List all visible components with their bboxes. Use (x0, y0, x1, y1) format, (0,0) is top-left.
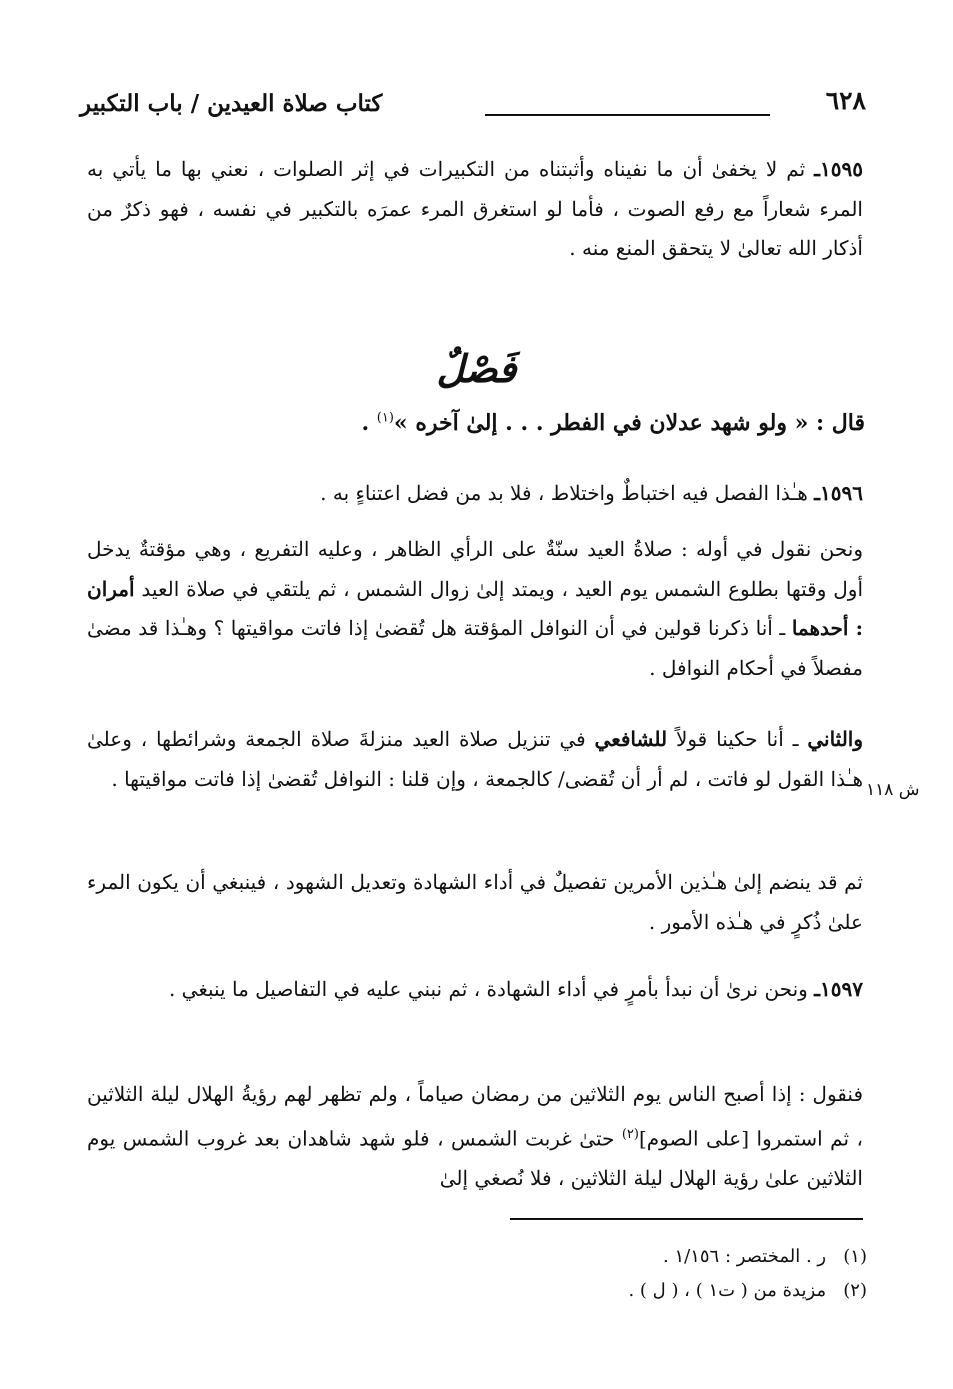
paragraph-1596 (87, 474, 863, 514)
paragraph-text-part2: في تنزيل صلاة العيد منزلةَ صلاة الجمعة وشرائطها ، وعلىٰ هـٰذا القول لو فاتت ، لم أر أن تُقضى/ كالجمعة ، وإن قلنا : النوافل تُقضىٰ إذا فاتت مواقيتها . (87, 727, 863, 791)
paragraph-number: ١٥٩٧ـ (814, 977, 863, 1001)
paragraph-text-part1: ـ أنا حكينا قولاً (667, 727, 808, 751)
footnote-1 (267, 1240, 867, 1274)
footnote-text: مزيدة من ( ت١ ) ، ( ل ) . (628, 1280, 827, 1301)
footnote-ref-1: (١) (376, 410, 394, 426)
paragraph-text: ونحن نرىٰ أن نبدأ بأمرٍ في أداء الشهادة ، ثم نبني عليه في التفاصيل ما ينبغي . (168, 977, 815, 1001)
paragraph-text: ثم قد ينضم إلىٰ هـٰذين الأمرين تفصيلٌ في أداء الشهادة وتعديل الشهود ، فينبغي أن يكون المرء علىٰ ذُكرٍ في هـٰذه الأمور . (87, 870, 863, 934)
paragraph-1597 (87, 970, 863, 1010)
paragraph-text-part1: ونحن نقول في أوله : صلاةُ العيد سنّةٌ على الرأي الظاهر ، وعليه التفريع ، وهي مؤقتةٌ يدخل أول وقتها بطلوع الشمس يوم العيد ، ويمتد إلىٰ زوال الشمس ، ثم يلتقي في صلاة العيد (87, 537, 864, 601)
paragraph-bold-shafii: للشافعي (594, 727, 668, 751)
footnote-text: ر . المختصر : ١/١٥٦ . (663, 1246, 827, 1267)
paragraph-bold-thani: والثاني (807, 727, 864, 751)
paragraph-1595 (87, 150, 863, 269)
quote-text: قال : « ولو شهد عدلان في الفطر . . . إلىٰ آخره » (393, 410, 865, 436)
footnote-ref-2: (٢) (621, 1126, 639, 1142)
paragraph-text-part1: فنقول : إذا أصبح الناس يوم الثلاثين من رمضان صياماً ، ولم تظهر لهم رؤيةُ الهلال ليلة الثلاثين ، ثم استمروا [على الصوم] (87, 1082, 864, 1151)
page-number: ٦٢٨ (825, 86, 866, 115)
footnote-rule (510, 1218, 863, 1220)
header-rule (485, 114, 770, 116)
footnote-number: (٢) (843, 1280, 867, 1301)
quote-end: . (361, 410, 377, 436)
footnote-number: (١) (843, 1246, 867, 1267)
margin-note: ش ١١٨ (866, 780, 920, 800)
paragraph-nahnu (87, 530, 863, 688)
footnote-2 (267, 1274, 867, 1308)
footnotes (267, 1240, 867, 1308)
paragraph-thumma (87, 863, 863, 942)
paragraph-text: ثم لا يخفىٰ أن ما نفيناه وأثبتناه من التكبيرات في إثر الصلوات ، نعني بها ما يأتي به المرء شعاراً مع رفع الصوت ، فأما لو استغرق المرء عمرَه بالتكبير في نفسه ، فهو ذكرٌ من أذكار الله تعالىٰ لا يتحقق المنع منه . (87, 157, 863, 260)
running-header (80, 86, 866, 126)
paragraph-text-part2: ـ أنا ذكرنا قولين في أن النوافل المؤقتة هل تُقضىٰ إذا فاتت مواقيتها ؟ وهـٰذا قد مضىٰ مفصلاً في أحكام النوافل . (87, 616, 863, 680)
paragraph-thani (87, 720, 863, 799)
quote-line (361, 410, 865, 436)
section-heading: فَصْلٌ (436, 346, 517, 391)
header-title: كتاب صلاة العيدين / باب التكبير (80, 90, 383, 117)
paragraph-fanaqul (87, 1075, 863, 1198)
paragraph-number: ١٥٩٦ـ (814, 481, 863, 505)
paragraph-bold: أمران : أحدهما (87, 576, 863, 640)
paragraph-text: هـٰذا الفصل فيه اختباطٌ واختلاط ، فلا بد من فضل اعتناءٍ به . (320, 481, 815, 505)
paragraph-text-part2: حتىٰ غربت الشمس ، فلو شهد شاهدان بعد غروب الشمس يوم الثلاثين علىٰ رؤية الهلال ليلة الثلاثين ، فلا نُصغي إلىٰ (87, 1126, 863, 1190)
paragraph-number: ١٥٩٥ـ (814, 157, 863, 181)
